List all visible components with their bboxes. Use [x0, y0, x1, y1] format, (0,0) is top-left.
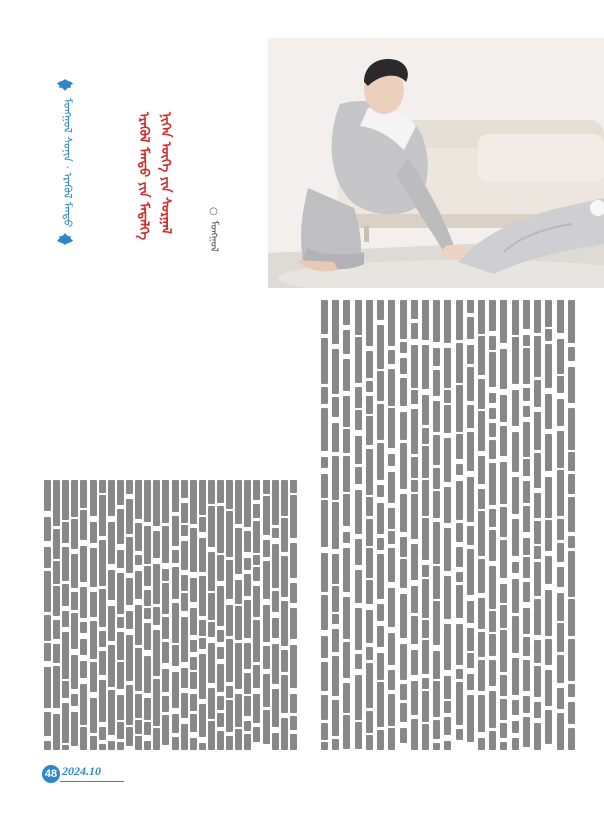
photo-illustration	[268, 38, 604, 288]
text-column	[162, 480, 169, 749]
text-column	[181, 480, 188, 756]
text-column	[117, 480, 124, 755]
footer-rule	[60, 781, 124, 782]
article-title-line1: ᠡᠷᠡᠭᠦᠯ ᠮᠡᠨᠳᠦ ᠶᠢᠨ ᠮᠡᠳᠡᠯᠭᠡ	[136, 112, 151, 241]
text-column	[62, 480, 69, 754]
text-column	[90, 480, 97, 752]
text-column	[281, 480, 288, 755]
author-line	[204, 206, 222, 252]
text-column	[433, 300, 440, 755]
text-column	[99, 480, 106, 752]
text-column	[253, 480, 260, 748]
text-column	[444, 300, 451, 752]
text-column	[244, 480, 251, 754]
text-column	[53, 480, 60, 755]
text-column	[411, 300, 418, 755]
article-photo	[268, 38, 604, 288]
ornament-top-icon	[56, 78, 74, 92]
text-column	[80, 480, 87, 752]
text-column	[272, 480, 279, 754]
text-column	[478, 300, 485, 754]
text-column	[377, 300, 384, 756]
text-column	[332, 300, 339, 753]
text-column	[355, 300, 362, 751]
text-column	[343, 300, 350, 755]
text-column	[126, 480, 133, 752]
text-column	[489, 300, 496, 753]
text-column	[190, 480, 197, 756]
ornament-bottom-icon	[56, 232, 74, 246]
text-column	[557, 300, 564, 752]
text-column	[135, 480, 142, 754]
text-column	[400, 300, 407, 748]
author-name: ᠮᠣᠩᠭᠣᠯ	[208, 220, 219, 252]
text-column	[290, 480, 297, 755]
text-column	[545, 300, 552, 747]
text-column	[422, 300, 429, 755]
text-column	[500, 300, 507, 754]
text-column	[108, 480, 115, 754]
body-text-left-block	[44, 480, 299, 750]
text-column	[263, 480, 270, 747]
text-column	[523, 300, 530, 753]
text-column	[71, 480, 78, 748]
text-column	[226, 480, 233, 753]
text-column	[172, 480, 179, 753]
text-column	[235, 480, 242, 756]
text-column	[534, 300, 541, 756]
text-column	[467, 300, 474, 748]
text-column	[568, 300, 575, 753]
text-column	[388, 300, 395, 756]
author-marker: ○	[208, 206, 219, 217]
issue-date: 2024.10	[62, 764, 101, 778]
text-column	[366, 300, 373, 754]
text-column	[144, 480, 151, 753]
magazine-header: ᠮᠣᠩᠭᠣᠯ ᠰᠤᠨᠢᠨ · ᠡᠷᠡᠭᠦᠯ ᠮᠡᠨᠳᠦ	[61, 98, 74, 228]
article-title-line2: ᠨᠢᠭᠡᠨ ᠦᠭᠡ ᠶᠢᠨ ᠰᠤᠷᠭᠠᠯ	[158, 112, 173, 234]
text-column	[44, 480, 51, 752]
text-column	[217, 480, 224, 754]
body-text-right-block	[321, 300, 579, 750]
text-column	[199, 480, 206, 752]
text-column	[512, 300, 519, 753]
text-column	[208, 480, 215, 755]
page-number: 48	[42, 765, 60, 783]
text-column	[456, 300, 463, 746]
text-column	[321, 300, 328, 756]
text-column	[153, 480, 160, 756]
